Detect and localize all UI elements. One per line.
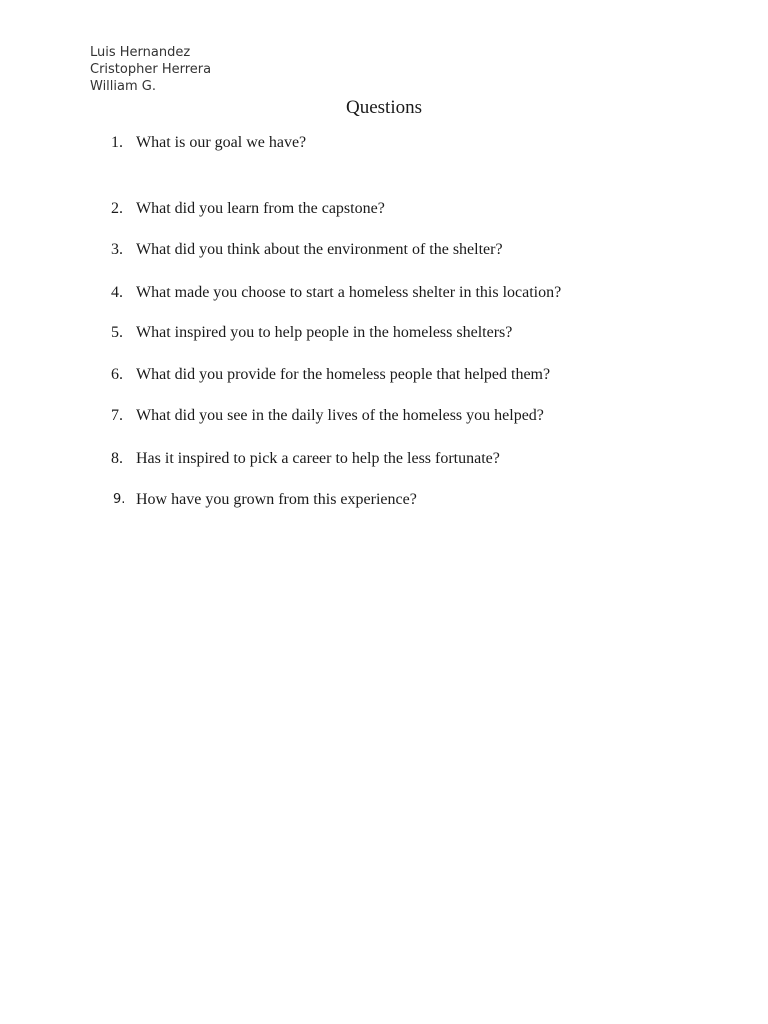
question-number: 2. [111,200,123,217]
question-item [0,198,768,220]
author-name: William G. [90,79,156,94]
question-text: What made you choose to start a homeless shelter in this location? [136,284,562,301]
question-number: 4. [111,284,123,301]
question-text: What did you learn from the capstone? [136,200,385,217]
question-item [0,282,768,304]
question-item [0,364,768,386]
question-number: 5. [111,324,123,341]
question-item [0,405,768,427]
author-list [90,44,211,95]
page-title: Questions [346,97,422,118]
question-text: What did you see in the daily lives of the homeless you helped? [136,407,544,424]
question-item [0,132,768,154]
question-number: 7. [111,407,123,424]
question-text: Has it inspired to pick a career to help the less fortunate? [136,450,500,467]
question-text: What did you provide for the homeless people that helped them? [136,366,551,383]
author-name: Luis Hernandez [90,45,191,60]
question-number: 3. [111,241,123,258]
question-number: 9. [113,492,126,507]
question-text: What did you think about the environment of the shelter? [136,241,503,258]
question-text: What is our goal we have? [136,134,307,151]
question-item [0,489,768,511]
question-number: 1. [111,134,123,151]
author-name: Cristopher Herrera [90,62,212,77]
question-item [0,448,768,470]
question-item [0,239,768,261]
question-number: 6. [111,366,123,383]
question-text: How have you grown from this experience? [136,491,417,508]
question-number: 8. [111,450,123,467]
question-item [0,322,768,344]
question-text: What inspired you to help people in the homeless shelters? [136,324,513,341]
